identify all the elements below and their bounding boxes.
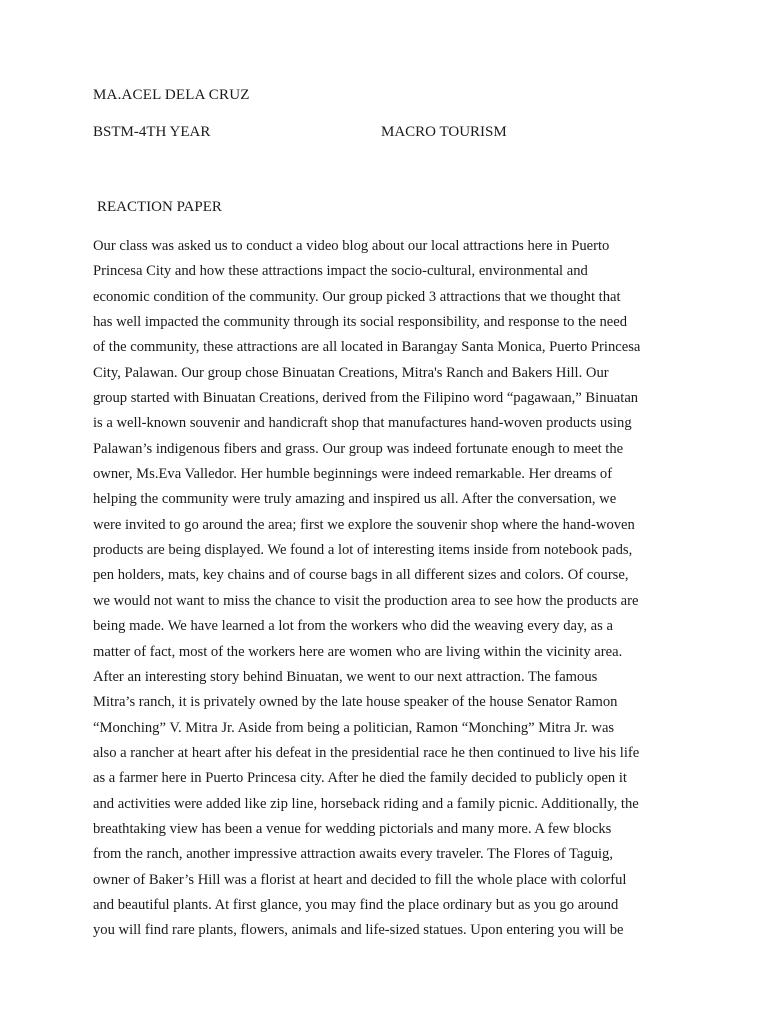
body-line: Princesa City and how these attractions impact the socio-cultural, environmental and	[93, 263, 588, 280]
body-line: City, Palawan. Our group chose Binuatan Creations, Mitra's Ranch and Bakers Hill. Our	[93, 364, 609, 381]
body-line: Mitra’s ranch, it is privately owned by the late house speaker of the house Senator Ramon	[93, 694, 618, 711]
subject-name: MACRO TOURISM	[381, 124, 507, 140]
body-line: pen holders, mats, key chains and of course bags in all different sizes and colors. Of course,	[93, 567, 629, 584]
body-line: were invited to go around the area; first we explore the souvenir shop where the hand-woven	[93, 516, 635, 533]
body-line: After an interesting story behind Binuatan, we went to our next attraction. The famous	[93, 668, 598, 685]
body-line: products are being displayed. We found a lot of interesting items inside from notebook pads,	[93, 542, 633, 559]
body-line: as a farmer here in Puerto Princesa city. After he died the family decided to publicly open it	[93, 770, 627, 787]
course-subject-row	[93, 124, 693, 144]
body-line: Our class was asked us to conduct a video blog about our local attractions here in Puerto	[93, 238, 610, 254]
body-line: group started with Binuatan Creations, derived from the Filipino word “pagawaan,” Binuatan	[93, 390, 639, 407]
body-line: “Monching” V. Mitra Jr. Aside from being a politician, Ramon “Monching” Mitra Jr. was	[93, 719, 615, 736]
body-line: owner, Ms.Eva Valledor. Her humble beginnings were indeed remarkable. Her dreams of	[93, 466, 613, 483]
body-line: breathtaking view has been a venue for wedding pictorials and many more. A few blocks	[93, 820, 612, 837]
body-line: Palawan’s indigenous fibers and grass. Our group was indeed fortunate enough to meet the	[93, 440, 624, 457]
body-line: owner of Baker’s Hill was a florist at heart and decided to fill the whole place with colorful	[93, 871, 627, 888]
body-line: economic condition of the community. Our group picked 3 attractions that we thought that	[93, 288, 621, 305]
body-line: has well impacted the community through its social responsibility, and response to the need	[93, 314, 628, 331]
author-name: MA.ACEL DELA CRUZ	[93, 87, 250, 103]
body-line: we would not want to miss the chance to visit the production area to see how the products are	[93, 592, 639, 609]
body-line: you will find rare plants, flowers, animals and life-sized statues. Upon entering you will be	[93, 922, 624, 939]
body-line: and beautiful plants. At first glance, you may find the place ordinary but as you go around	[93, 896, 619, 913]
body-paragraph	[93, 234, 675, 944]
body-line: of the community, these attractions are all located in Barangay Santa Monica, Puerto Princesa	[93, 339, 641, 356]
body-line: being made. We have learned a lot from the workers who did the weaving every day, as a	[93, 618, 613, 635]
body-line: and activities were added like zip line, horseback riding and a family picnic. Additionally, the	[93, 795, 639, 812]
body-line: also a rancher at heart after his defeat in the presidential race he then continued to live his life	[93, 744, 640, 761]
course-year: BSTM-4TH YEAR	[93, 124, 211, 140]
paper-title: REACTION PAPER	[97, 199, 222, 215]
body-line: is a well-known souvenir and handicraft shop that manufactures hand-woven products using	[93, 415, 632, 432]
body-line: from the ranch, another impressive attraction awaits every traveler. The Flores of Taguig,	[93, 846, 613, 863]
body-line: matter of fact, most of the workers here are women who are living within the vicinity area.	[93, 643, 623, 660]
body-line: helping the community were truly amazing and inspired us all. After the conversation, we	[93, 491, 617, 508]
